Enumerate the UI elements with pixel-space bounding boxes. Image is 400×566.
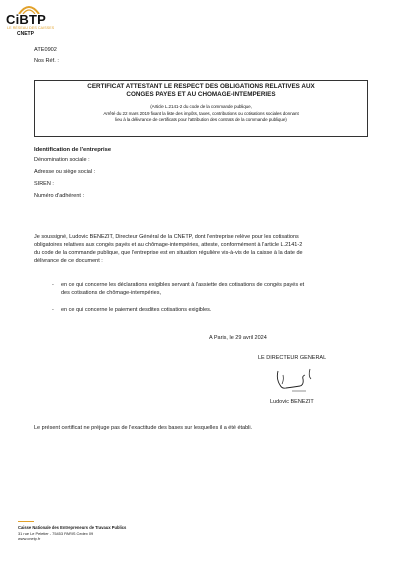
- handwritten-signature: [272, 367, 320, 397]
- logo-brand: CiBTP: [6, 12, 46, 27]
- field-denomination: Dénomination sociale :: [34, 157, 90, 163]
- footer-address: 31 rue Le Peletier - 75453 PARIS Cedex 09: [18, 531, 94, 536]
- certificate-article: (Article L.2141-2 du code de la commande publique,: [150, 104, 252, 110]
- paragraph-line: délivrance de ce document :: [34, 258, 103, 265]
- paragraph-line: Je soussigné, Ludovic BENEZIT, Directeur Général de la CNETP, dont l'entreprise relève pour les cotisations: [34, 234, 299, 240]
- signatory-role: LE DIRECTEUR GENERAL: [258, 355, 327, 361]
- cibtp-logo: [4, 4, 58, 38]
- bullet-dash: -: [52, 307, 54, 313]
- certificate-header-box: [34, 80, 368, 137]
- field-numero-adherent: Numéro d'adhérent :: [34, 193, 84, 199]
- bullet-paiement: en ce qui concerne le paiement desdites cotisations exigibles.: [61, 307, 212, 313]
- identification-title: Identification de l'entreprise: [34, 147, 112, 153]
- field-siren: SIREN :: [34, 181, 54, 187]
- footer-accent-rule: [18, 521, 34, 522]
- footer-website[interactable]: www.cnetp.fr: [18, 536, 41, 541]
- certificate-title-line-1: CERTIFICAT ATTESTANT LE RESPECT DES OBLIGATIONS RELATIVES AUX: [87, 83, 315, 90]
- attestation-paragraph: [34, 233, 384, 265]
- document-ref: ATE0902: [34, 47, 57, 53]
- certificate-lieu: lieu à la délivrance de certificats pour l'attribution des contrats de la commande publique): [115, 116, 287, 122]
- bullet-line: en ce qui concerne les déclarations exigibles servant à l'assiette des cotisations de congés payés et: [61, 282, 305, 288]
- bullet-declarations: [61, 281, 304, 297]
- place-date: A Paris, le 29 avril 2024: [209, 335, 267, 341]
- field-adresse: Adresse ou siège social :: [34, 169, 96, 175]
- bullet-dash: -: [52, 282, 54, 288]
- paragraph-line: du code de la commande publique, que l'entreprise est en situation régulière vis-à-vis de la caisse à la date de: [34, 250, 303, 257]
- logo-tagline: LE RÉSEAU DES CAISSES: [7, 26, 55, 30]
- certificate-title-line-2: CONGES PAYES ET AU CHOMAGE-INTEMPERIES: [126, 91, 276, 99]
- logo-sub: CNETP: [17, 31, 34, 37]
- footer-organization: Caisse Nationale des Entrepreneurs de Travaux Publics: [18, 525, 127, 530]
- disclaimer: Le présent certificat ne préjuge pas de l'exactitude des bases sur lesquelles il a été établi.: [34, 425, 253, 431]
- bullet-line: des cotisations de chômage-intempéries,: [61, 290, 161, 297]
- nos-ref-label: Nos Réf. :: [34, 58, 59, 64]
- paragraph-line: obligatoires relatives aux congés payés et au chômage-intempéries, atteste, conformément à l'article L.2141-2: [34, 242, 303, 249]
- certificate-arrete: Arrêté du 22 mars 2019 fixant la liste des impôts, taxes, contributions ou cotisations sociales donnant: [103, 110, 299, 116]
- signatory-name: Ludovic BENEZIT: [270, 399, 314, 405]
